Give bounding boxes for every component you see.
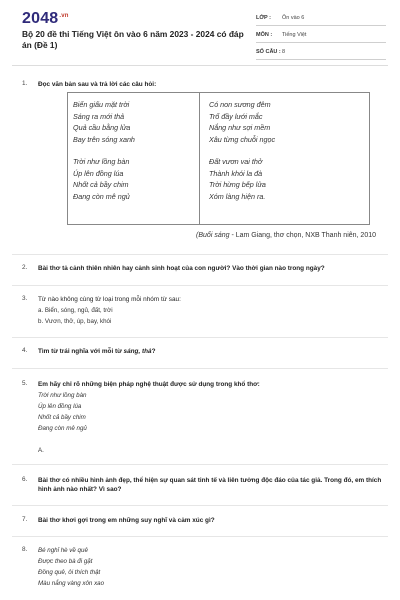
poem-line: Được theo bà đi gặt: [38, 558, 93, 565]
question-3-option-b: b. Vươn, thở, úp, bay, khói: [38, 318, 112, 325]
meta-value: Ôn vào 6: [282, 15, 305, 21]
answer-option: A.: [38, 447, 44, 454]
question-number: 2.: [22, 264, 28, 271]
question-6-text: Bài thơ có nhiều hình ảnh đẹp, thể hiện sự quan sát tinh tế và liên tưởng độc đáo của tác giả. Trong đó, em thích hình ảnh nào nhất? Vì sao?: [38, 477, 382, 493]
poem-line: Quả cầu bằng lửa: [73, 123, 131, 132]
question-separator: [12, 536, 388, 537]
poem-line: Nắng như sợi mềm: [209, 123, 271, 132]
question-number: 1.: [22, 80, 28, 87]
site-logo[interactable]: $2048^{.vn}$: [22, 10, 69, 27]
meta-key: MÔN :: [256, 32, 273, 38]
meta-value: Tiếng Việt: [282, 32, 307, 38]
poem-line: Xâu từng chuỗi ngọc: [209, 134, 276, 144]
poem-line: Trời như lồng bàn: [73, 157, 130, 166]
poem-line: Đang còn mê ngủ: [73, 191, 130, 201]
poem-column-divider: [199, 93, 200, 224]
poem-line: Sáng ra mới thả: [73, 111, 125, 121]
question-separator: [12, 285, 388, 286]
poem-line: Đang còn mê ngủ: [38, 425, 87, 432]
question-2-text: Bài thơ tả cảnh thiên nhiên hay cảnh sinh hoạt của con người? Vào thời gian nào trong ngày?: [38, 265, 325, 272]
meta-row-subject: [256, 31, 386, 43]
poem-line: Xóm làng hiện ra.: [209, 191, 266, 201]
question-number: 8.: [22, 546, 28, 553]
poem-table: [67, 92, 370, 225]
poem-line: Thành khói la đà: [209, 168, 263, 178]
poem-line: Màu nắng vàng xôn xao: [38, 580, 105, 587]
meta-value: 8: [282, 49, 286, 55]
poem-line: Bay trên sóng xanh: [73, 134, 135, 144]
question-separator: [12, 505, 388, 506]
meta-key: SỐ CÂU :: [256, 49, 281, 55]
poem-line: Đồng quê, ôi thích thật: [38, 569, 101, 576]
poem-line: Úp lên đồng lúa: [38, 403, 82, 410]
poem-line: Trời như lồng bàn: [38, 392, 87, 399]
question-5-text: Em hãy chỉ rõ những biện pháp nghệ thuật được sử dụng trong khổ thơ:: [38, 381, 260, 388]
poem-source: (Buổi sáng - Lam Giang, thơ chọn, NXB Thanh niên, 2010: [196, 232, 376, 239]
question-4-text: Tìm từ trái nghĩa với mỗi từ sáng, thả?: [38, 348, 156, 355]
poem-line: Trổ đầy lưới mắc: [209, 111, 263, 121]
poem-line: Bé nghỉ hè về quê: [38, 547, 88, 554]
question-7-text: Bài thơ khơi gợi trong em những suy nghĩ và cảm xúc gì?: [38, 517, 215, 524]
question-3-option-a: a. Biển, sóng, ngủ, đất, trời: [38, 307, 113, 314]
question-number: 6.: [22, 476, 28, 483]
meta-key: LỚP :: [256, 15, 271, 21]
question-number: 5.: [22, 380, 28, 387]
question-number: 3.: [22, 295, 28, 302]
poem-line: Có non sương đêm: [209, 100, 271, 109]
poem-line: Úp lên đồng lúa: [73, 168, 124, 178]
question-separator: [12, 368, 388, 369]
document-title: Bộ 20 đề thi Tiếng Việt ôn vào 6 năm 2023 - 2024 có đáp án (Đề 1): [22, 29, 244, 50]
question-3-text: Từ nào không cùng từ loại trong mỗi nhóm từ sau:: [38, 296, 181, 303]
header: [0, 0, 400, 58]
poem-line: Trời hừng bếp lửa: [209, 180, 266, 189]
poem-line: Đất vươn vai thở: [209, 157, 263, 166]
question-number: 4.: [22, 347, 28, 354]
meta-row-count: [256, 48, 386, 60]
question-1-text: Đọc văn bản sau và trả lời các câu hỏi:: [38, 81, 157, 88]
poem-line: Nhốt cả bầy chim: [38, 414, 86, 421]
question-separator: [12, 254, 388, 255]
meta-row-class: [256, 14, 386, 26]
question-separator: [12, 337, 388, 338]
poem-left-column: [73, 99, 135, 202]
header-divider: [12, 65, 388, 66]
meta-info: [256, 14, 386, 65]
question-number: 7.: [22, 516, 28, 523]
question-separator: [12, 464, 388, 465]
poem-line: Nhốt cả bầy chim: [73, 180, 129, 189]
poem-line: Biển giấu mặt trời: [73, 100, 130, 109]
poem-right-column: [209, 99, 275, 202]
